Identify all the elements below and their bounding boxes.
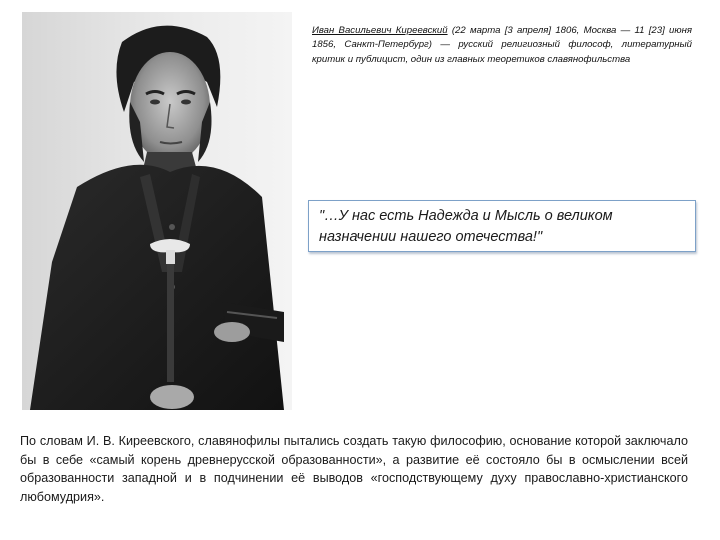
body-paragraph: По словам И. В. Киреевского, славянофилы пытались создать такую философию, основание которой заключало бы в себе «самый корень древнерусской образованности», а развитие её состояло бы в осмыслении всей образованности западной и в подчинении её выводов «господствующему духу православно-христианского любомудрия».	[20, 434, 688, 504]
quote-box	[308, 200, 696, 252]
caption-details: (22 марта [3 апреля] 1806, Москва — 11 [23] июня 1856, Санкт-Петербург) — русский религиозный философ, литературный критик и публицист, один из главных теоретиков славянофильства	[312, 25, 692, 65]
caption-name-link[interactable]: Иван Васильевич Киреевский	[312, 25, 448, 36]
portrait-caption	[312, 24, 692, 67]
portrait-illustration	[22, 12, 292, 410]
portrait-photo	[22, 12, 292, 410]
quote-text: "…У нас есть Надежда и Мысль о великом назначении нашего отечества!"	[319, 208, 613, 245]
